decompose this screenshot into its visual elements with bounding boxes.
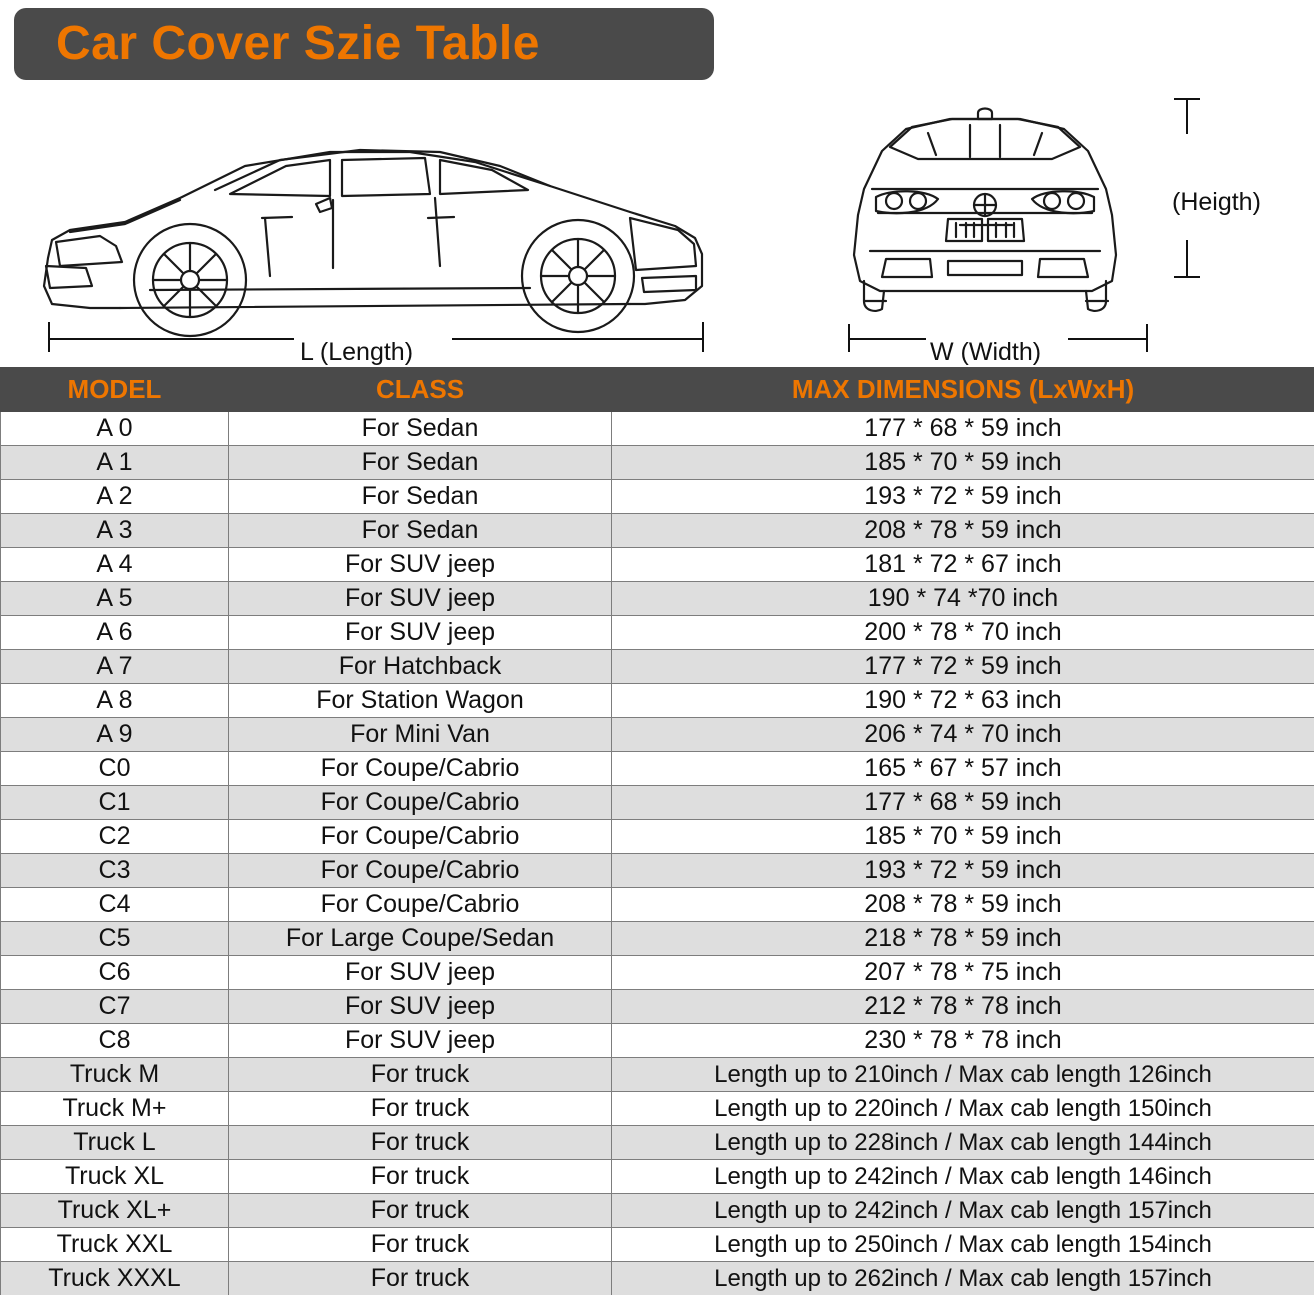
cell-class: For SUV jeep — [229, 548, 612, 582]
cell-model: C7 — [1, 990, 229, 1024]
cell-dimensions: Length up to 242inch / Max cab length 146inch — [612, 1160, 1314, 1194]
cell-dimensions: 185 * 70 * 59 inch — [612, 820, 1314, 854]
cell-class: For SUV jeep — [229, 582, 612, 616]
cell-model: A 6 — [1, 616, 229, 650]
cell-dimensions: 230 * 78 * 78 inch — [612, 1024, 1314, 1058]
table-row — [1, 446, 1314, 480]
cell-dimensions: 193 * 72 * 59 inch — [612, 854, 1314, 888]
cell-model: C6 — [1, 956, 229, 990]
cell-class: For Coupe/Cabrio — [229, 752, 612, 786]
height-dimension-tick-bottom — [1174, 276, 1200, 278]
cell-class: For Sedan — [229, 514, 612, 548]
cell-dimensions: 208 * 78 * 59 inch — [612, 888, 1314, 922]
cell-class: For Station Wagon — [229, 684, 612, 718]
table-row — [1, 1262, 1314, 1295]
cell-dimensions: 177 * 72 * 59 inch — [612, 650, 1314, 684]
cell-class: For truck — [229, 1160, 612, 1194]
length-dimension-tick-right — [702, 322, 704, 352]
width-dimension-tick-right — [1146, 324, 1148, 352]
cell-class: For Mini Van — [229, 718, 612, 752]
cell-model: C5 — [1, 922, 229, 956]
cell-model: Truck XXXL — [1, 1262, 229, 1295]
cell-dimensions: 165 * 67 * 57 inch — [612, 752, 1314, 786]
length-label: L (Length) — [300, 338, 414, 366]
cell-dimensions: 193 * 72 * 59 inch — [612, 480, 1314, 514]
cell-class: For truck — [229, 1228, 612, 1262]
cell-class: For truck — [229, 1058, 612, 1092]
cell-class: For Coupe/Cabrio — [229, 854, 612, 888]
cell-model: C3 — [1, 854, 229, 888]
cell-class: For Coupe/Cabrio — [229, 786, 612, 820]
height-dimension-line-top — [1186, 98, 1188, 134]
cell-class: For Sedan — [229, 480, 612, 514]
cell-model: Truck XL+ — [1, 1194, 229, 1228]
table-row — [1, 650, 1314, 684]
table-row — [1, 990, 1314, 1024]
cell-model: Truck M+ — [1, 1092, 229, 1126]
cell-dimensions: 218 * 78 * 59 inch — [612, 922, 1314, 956]
cell-dimensions: 177 * 68 * 59 inch — [612, 786, 1314, 820]
cell-dimensions: 190 * 72 * 63 inch — [612, 684, 1314, 718]
page-title: Car Cover Szie Table — [56, 17, 540, 70]
table-row — [1, 922, 1314, 956]
table-row — [1, 1024, 1314, 1058]
table-row — [1, 1092, 1314, 1126]
cell-model: A 4 — [1, 548, 229, 582]
height-dimension-line-bottom — [1186, 240, 1188, 278]
cell-class: For truck — [229, 1262, 612, 1295]
width-dimension-line-left — [848, 338, 926, 340]
table-row — [1, 412, 1314, 446]
cell-class: For Large Coupe/Sedan — [229, 922, 612, 956]
cell-model: Truck L — [1, 1126, 229, 1160]
table-row — [1, 684, 1314, 718]
cell-class: For Sedan — [229, 412, 612, 446]
side-view-car-illustration — [30, 90, 730, 340]
table-row — [1, 514, 1314, 548]
cell-class: For Coupe/Cabrio — [229, 888, 612, 922]
width-dimension-tick-left — [848, 324, 850, 352]
table-row — [1, 786, 1314, 820]
cell-class: For SUV jeep — [229, 1024, 612, 1058]
cell-model: A 2 — [1, 480, 229, 514]
cell-dimensions: 177 * 68 * 59 inch — [612, 412, 1314, 446]
table-row — [1, 1228, 1314, 1262]
cell-model: C2 — [1, 820, 229, 854]
cell-model: Truck M — [1, 1058, 229, 1092]
cell-model: A 0 — [1, 412, 229, 446]
cell-dimensions: Length up to 210inch / Max cab length 126inch — [612, 1058, 1314, 1092]
table-row — [1, 1160, 1314, 1194]
front-view-car-illustration — [820, 85, 1150, 335]
cell-class: For truck — [229, 1194, 612, 1228]
cell-class: For SUV jeep — [229, 956, 612, 990]
cell-class: For truck — [229, 1126, 612, 1160]
cell-model: A 9 — [1, 718, 229, 752]
height-label: (Heigth) — [1172, 188, 1261, 216]
cell-model: Truck XL — [1, 1160, 229, 1194]
cell-model: A 8 — [1, 684, 229, 718]
cell-dimensions: Length up to 250inch / Max cab length 154inch — [612, 1228, 1314, 1262]
cell-class: For Sedan — [229, 446, 612, 480]
cell-model: Truck XXL — [1, 1228, 229, 1262]
length-dimension-line-left — [48, 338, 294, 340]
table-row — [1, 888, 1314, 922]
cell-model: C0 — [1, 752, 229, 786]
cell-dimensions: 200 * 78 * 70 inch — [612, 616, 1314, 650]
table-row — [1, 616, 1314, 650]
cell-dimensions: 208 * 78 * 59 inch — [612, 514, 1314, 548]
table-row — [1, 752, 1314, 786]
cell-dimensions: 190 * 74 *70 inch — [612, 582, 1314, 616]
cell-dimensions: Length up to 220inch / Max cab length 150inch — [612, 1092, 1314, 1126]
table-row — [1, 582, 1314, 616]
cell-model: A 1 — [1, 446, 229, 480]
cell-dimensions: 207 * 78 * 75 inch — [612, 956, 1314, 990]
cell-model: C8 — [1, 1024, 229, 1058]
cell-model: A 7 — [1, 650, 229, 684]
cell-model: A 3 — [1, 514, 229, 548]
table-row — [1, 1126, 1314, 1160]
table-row — [1, 854, 1314, 888]
cell-class: For Hatchback — [229, 650, 612, 684]
cell-dimensions: Length up to 242inch / Max cab length 157inch — [612, 1194, 1314, 1228]
cell-dimensions: 206 * 74 * 70 inch — [612, 718, 1314, 752]
cell-dimensions: 185 * 70 * 59 inch — [612, 446, 1314, 480]
column-header-model: MODEL — [1, 368, 229, 412]
table-row — [1, 548, 1314, 582]
table-body — [1, 412, 1314, 1295]
table-header-row — [1, 368, 1314, 412]
table-row — [1, 718, 1314, 752]
column-header-class: CLASS — [229, 368, 612, 412]
cell-class: For SUV jeep — [229, 616, 612, 650]
cell-class: For truck — [229, 1092, 612, 1126]
diagram-area — [0, 80, 1314, 370]
cell-dimensions: 181 * 72 * 67 inch — [612, 548, 1314, 582]
cell-class: For SUV jeep — [229, 990, 612, 1024]
cell-model: C4 — [1, 888, 229, 922]
cell-model: A 5 — [1, 582, 229, 616]
length-dimension-tick-left — [48, 322, 50, 352]
table-row — [1, 480, 1314, 514]
cell-dimensions: 212 * 78 * 78 inch — [612, 990, 1314, 1024]
cell-dimensions: Length up to 262inch / Max cab length 157inch — [612, 1262, 1314, 1295]
width-label: W (Width) — [930, 338, 1042, 366]
size-table — [0, 367, 1314, 1295]
cell-model: C1 — [1, 786, 229, 820]
table-row — [1, 956, 1314, 990]
cell-class: For Coupe/Cabrio — [229, 820, 612, 854]
width-dimension-line-right — [1068, 338, 1148, 340]
table-row — [1, 1194, 1314, 1228]
table-row — [1, 1058, 1314, 1092]
column-header-dimensions: MAX DIMENSIONS (LxWxH) — [612, 368, 1314, 412]
table-row — [1, 820, 1314, 854]
length-dimension-line-right — [452, 338, 704, 340]
cell-dimensions: Length up to 228inch / Max cab length 144inch — [612, 1126, 1314, 1160]
